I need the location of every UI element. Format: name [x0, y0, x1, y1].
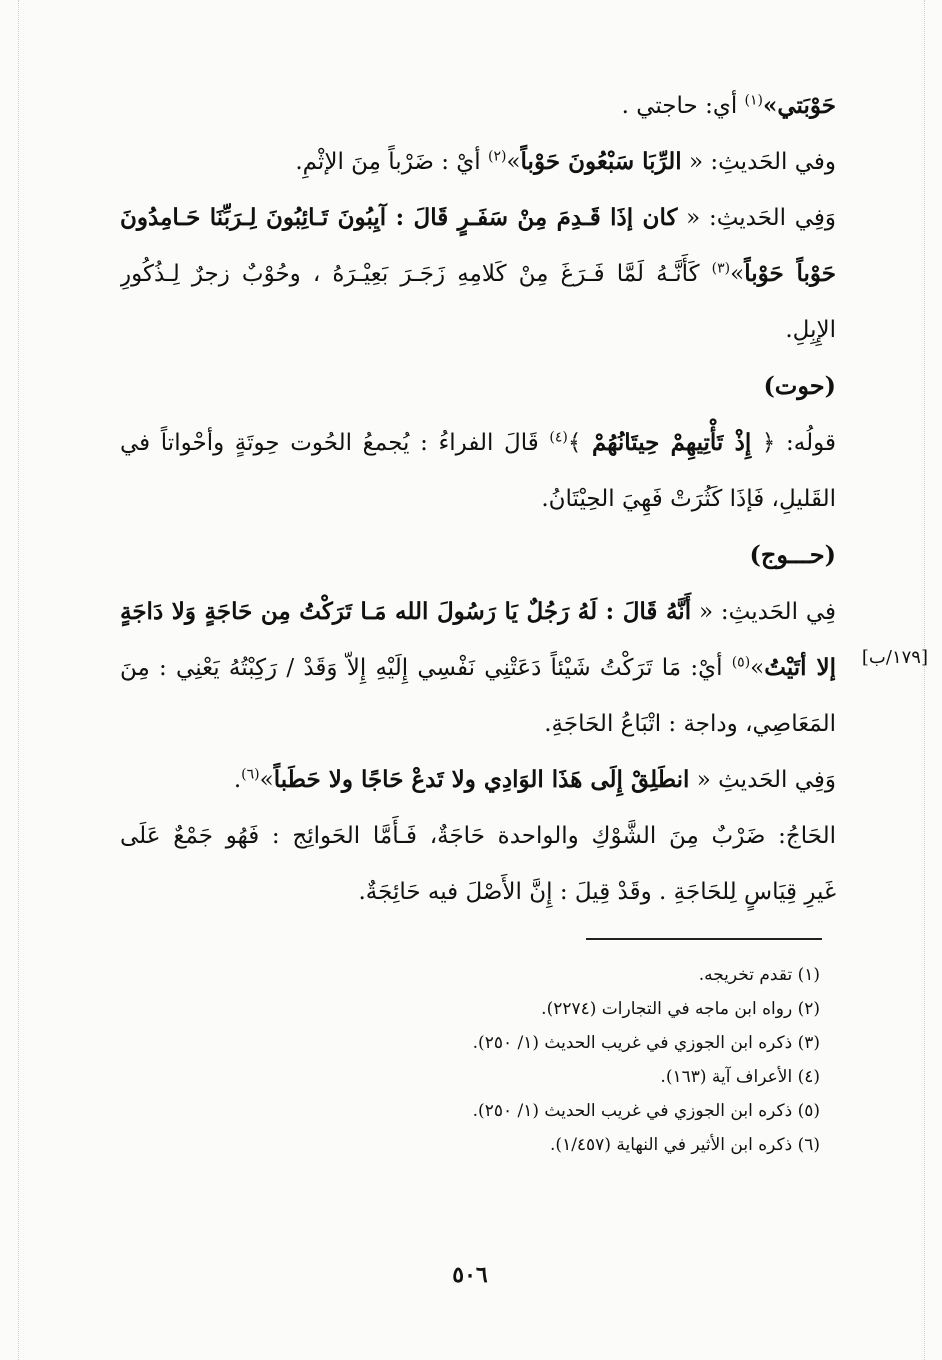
section-heading-hwj — [120, 527, 836, 584]
scan-guide-left — [18, 0, 19, 1360]
hadith-quote: كان إذَا قَـدِمَ مِنْ سَفَـرٍ قَالَ : آيِبُونَ تَـائِبُونَ لِـرَبِّنَا حَـامِدُونَ — [120, 204, 678, 231]
margin-folio-note: [١٧٩/ب] — [861, 647, 928, 668]
text-line-11 — [120, 752, 836, 808]
text-line-2 — [120, 134, 836, 190]
quote-close: » — [730, 261, 745, 287]
text-line-12: الحَاجُ: ضَرْبٌ مِنَ الشَّوْكِ والواحدة حَاجَةٌ، فَـأَمَّا الحَوائِج : فَهُو جَمْعٌ عَلَى — [120, 823, 836, 849]
line-text: أي: حاجتي . — [621, 93, 745, 119]
hadith-quote: انطَلِقْ إِلَى هَذَا الوَادِي ولا تَدعْ حَاجًا ولا حَطَباً — [273, 766, 690, 793]
hadith-quote: إلا أتَيْتُ — [764, 654, 836, 681]
scan-guide-right — [924, 0, 925, 1360]
quote-close: » — [506, 149, 521, 175]
text-line-9 — [120, 640, 836, 696]
footnote-ref: (٤) — [549, 429, 568, 446]
line-text: . — [233, 767, 242, 793]
footnote-ref: (٥) — [731, 654, 751, 671]
line-text: أيْ: مَا تَرَكْتُ شَيْئاً دَعَتْنِي نَفْسِي إِلَيْهِ إِلاّ وَقَدْ / رَكِبْتُهُ يَعْنِي : مِنَ — [120, 655, 732, 681]
text-line-7: القَليلِ، فَإذَا كَثُرَتْ فَهِيَ الحِيْتَانُ. — [541, 486, 836, 512]
text-line-10: المَعَاصِي، وداجة : اتْبَاعُ الحَاجَةِ. — [544, 711, 836, 737]
footnote-ref: (٣) — [711, 260, 731, 277]
text-line-6 — [120, 415, 836, 471]
footnotes — [300, 958, 820, 1162]
section-heading-hwt — [120, 358, 836, 415]
quote-close: ﴾ — [567, 430, 592, 456]
text-line-5: الإِبِلِ. — [785, 317, 836, 343]
line-text: وَفِي الحَديثِ « — [689, 767, 836, 793]
line-text: فِي الحَديثِ: « — [691, 599, 836, 625]
hadith-quote: الرِّبَا سَبْعُونَ حَوْباً — [520, 148, 682, 175]
quote-close: » — [750, 655, 765, 681]
line-text: قَالَ الفراءُ : يُجمعُ الحُوت حِوتَةٍ وأحْواتاً في — [120, 430, 550, 456]
line-text: أيْ : ضَرْباً مِنَ الإثْمِ. — [295, 149, 488, 175]
line-text: وفي الحَديثِ: « — [681, 149, 836, 175]
footnote-1: (١) تقدم تخريجه. — [698, 965, 820, 985]
text-line-3 — [120, 190, 836, 246]
text-line-4 — [120, 246, 836, 302]
hadith-quote: حَوْباً حَوْباً — [744, 260, 836, 287]
line-text: كَأَنَّـهُ لَمَّا فَـرَغَ مِنْ كَلامِهِ زَجَـرَ بَعِيْـرَهُ ، وحُوْبٌ زجرٌ لِـذُكُورِ — [120, 261, 712, 287]
quote-close: » — [259, 767, 274, 793]
footnote-ref: (٦) — [241, 766, 260, 783]
text-line-13: غَيرِ قِيَاسٍ لِلحَاجَةِ . وقَدْ قِيلَ : إِنَّ الأَصْلَ فيه حَائِجَةٌ. — [358, 879, 836, 905]
footnote-separator — [586, 938, 822, 940]
heading-text: (حـــوج) — [749, 540, 836, 569]
heading-text: (حوت) — [763, 371, 836, 400]
page-number: ٥٠٦ — [452, 1262, 488, 1288]
footnote-5: (٥) ذكره ابن الجوزي في غريب الحديث (١/ ٢٥٠). — [472, 1101, 820, 1121]
footnote-4: (٤) الأعراف آية (١٦٣). — [660, 1067, 820, 1087]
text-line-8 — [120, 584, 836, 640]
quran-quote: إِذْ تَأْتِيهِمْ حِيتَانُهُمْ — [591, 429, 752, 456]
line-text: قولُه: ﴿ — [751, 430, 836, 456]
hadith-quote: أَنَّهُ قَالَ : لَهُ رَجُلٌ يَا رَسُولَ الله مَـا تَرَكْتُ مِن حَاجَةٍ وَلا دَاجَةٍ — [120, 598, 692, 625]
text-line-1 — [120, 78, 836, 134]
footnote-3: (٣) ذكره ابن الجوزي في غريب الحديث (١/ ٢٥٠). — [472, 1033, 820, 1053]
main-text — [120, 78, 836, 920]
footnote-6: (٦) ذكره ابن الأثير في النهاية (١/٤٥٧). — [550, 1135, 820, 1155]
line-text: وَفِي الحَديثِ: « — [677, 205, 836, 231]
footnote-ref: (١) — [744, 92, 763, 109]
quoted-term: حَوْبَتي» — [763, 92, 836, 119]
footnote-2: (٢) رواه ابن ماجه في التجارات (٢٢٧٤). — [541, 999, 820, 1019]
footnote-ref: (٢) — [488, 148, 507, 165]
